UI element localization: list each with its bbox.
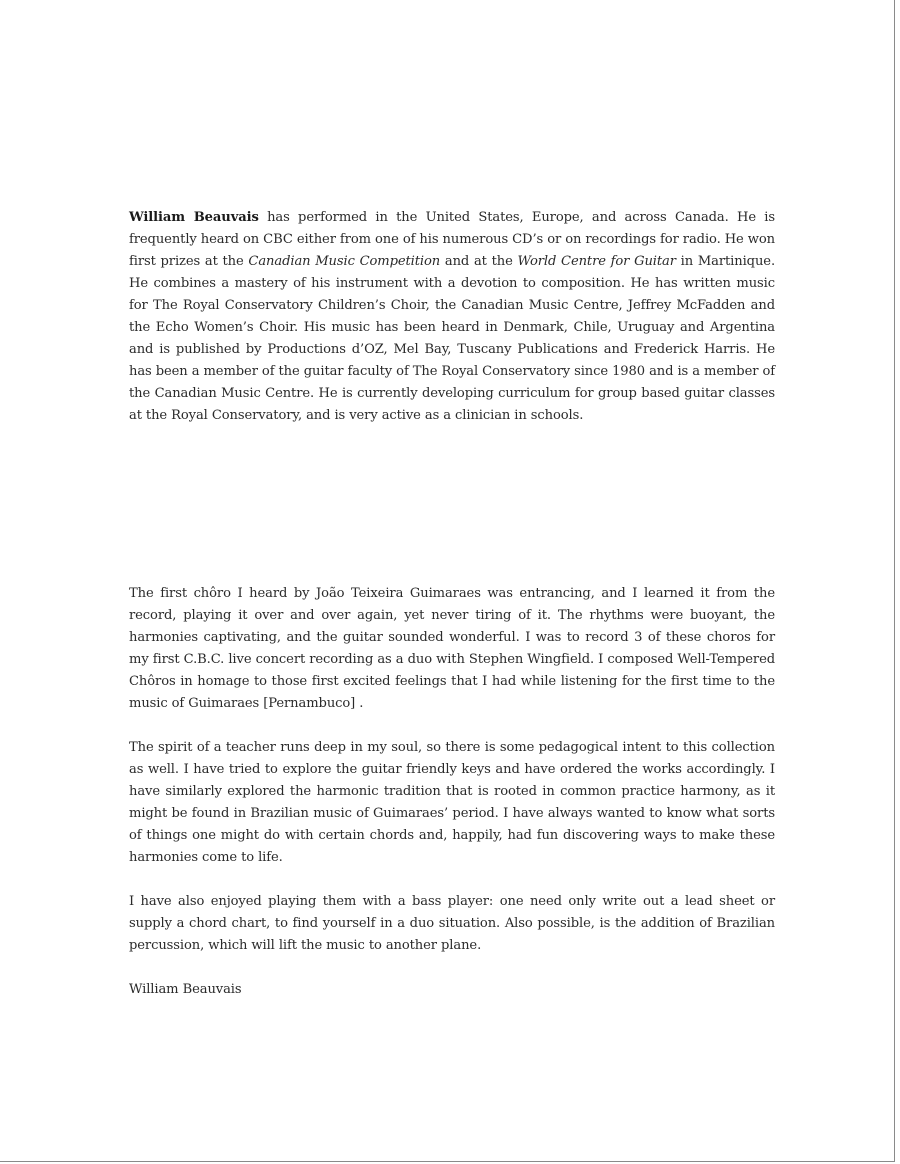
biography-section: [129, 207, 775, 427]
author-name: William Beauvais: [129, 210, 259, 225]
biography-text-3: in Martinique. He combines a mastery of his instrument with a devotion to composition. He has written music for The Royal Conservatory Children’s Choir, the Canadian Music Centre, Jeffrey McFadden and the Echo Women’s Choir. His music has been heard in Denmark, Chile, Uruguay and Argentina and is published by Productions d’OZ, Mel Bay, Tuscany Publications and Frederick Harris. He has been a member of the guitar faculty of The Royal Conservatory since 1980 and is a member of the Canadian Music Centre. He is currently developing curriculum for group based guitar classes at the Royal Conservatory, and is very active as a clinician in schools.: [129, 254, 776, 423]
guitar-centre-name: World Centre for Guitar: [517, 254, 676, 269]
biography-text-2: and at the: [440, 254, 518, 269]
biography-text-1: has performed in the United States, Europe, and across Canada. He is frequently heard on CBC either from one of his numerous CD’s or on recordings for radio. He won first prizes at the: [129, 210, 775, 269]
competition-name: Canadian Music Competition: [248, 254, 441, 269]
biography-paragraph: [129, 207, 775, 427]
signature: William Beauvais: [129, 982, 242, 997]
preface-paragraph-2: The spirit of a teacher runs deep in my soul, so there is some pedagogical intent to this collection as well. I have tried to explore the guitar friendly keys and have ordered the works accordingly. I have similarly explored the harmonic tradition that is rooted in common practice harmony, as it might be found in Brazilian music of Guimaraes’ period. I have always wanted to know what sorts of things one might do with certain chords and, happily, had fun discovering ways to make these harmonies come to life.: [129, 740, 775, 865]
preface-paragraph-1: The first chôro I heard by João Teixeira Guimaraes was entrancing, and I learned it from the record, playing it over and over again, yet never tiring of it. The rhythms were buoyant, the harmonies captivating, and the guitar sounded wonderful. I was to record 3 of these choros for my first C.B.C. live concert recording as a duo with Stephen Wingfield. I composed Well-Tempered Chôros in homage to those first excited feelings that I had while listening for the first time to the music of Guimaraes [Pernambuco] .: [129, 586, 775, 711]
preface-section: [129, 583, 775, 1023]
preface-paragraph-3: I have also enjoyed playing them with a bass player: one need only write out a lead sheet or supply a chord chart, to find yourself in a duo situation. Also possible, is the addition of Brazilian percussion, which will lift the music to another plane.: [129, 894, 775, 953]
